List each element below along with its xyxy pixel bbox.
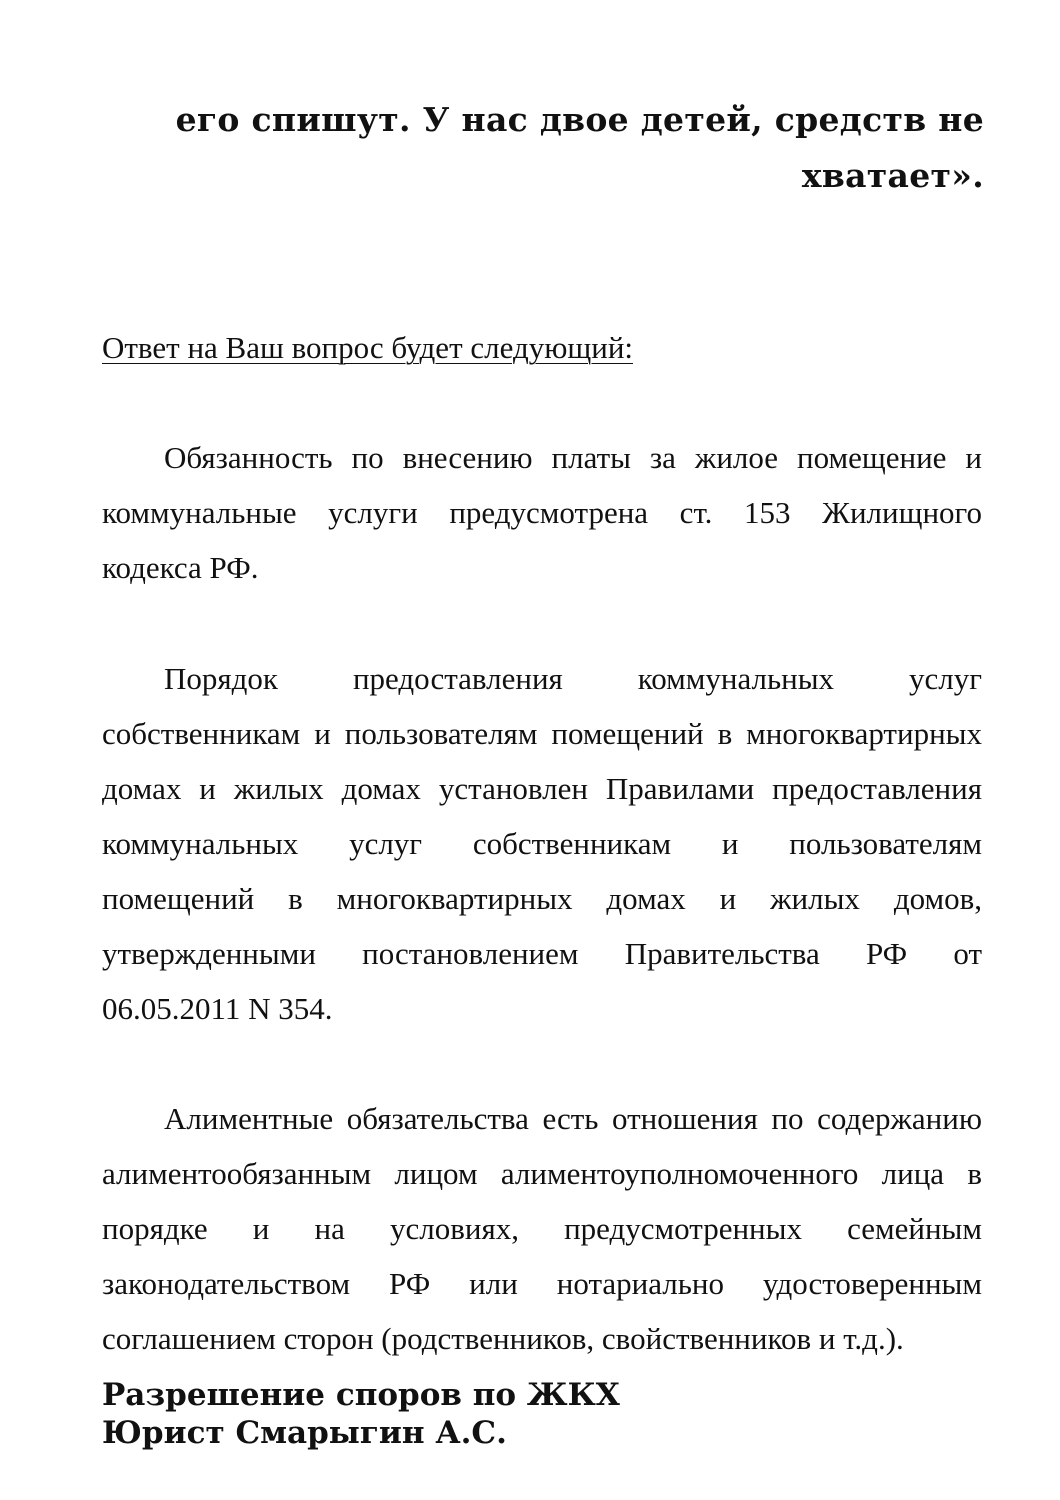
paragraph-rules: [102, 651, 982, 1036]
paragraph-line: законодательством РФ или нотариально удостоверенным: [102, 1266, 982, 1301]
paragraph-line: коммунальные услуги предусмотрена ст. 153 Жилищного: [102, 495, 982, 530]
paragraph-line: соглашением сторон (родственников, свойственников и т.д.).: [102, 1321, 904, 1356]
quote-line: его спишут. У нас двое детей, средств не: [175, 100, 984, 139]
quote-block: [102, 92, 984, 204]
paragraph-obligation: [102, 430, 982, 595]
paragraph-line: домах и жилых домах установлен Правилами предоставления: [102, 771, 982, 806]
paragraph-line: Обязанность по внесению платы за жилое помещение и: [164, 440, 982, 475]
paragraph-line: собственникам и пользователям помещений в многоквартирных: [102, 716, 982, 751]
paragraph-line: Алиментные обязательства есть отношения по содержанию: [164, 1101, 982, 1136]
quote-line: хватает».: [801, 156, 984, 195]
footer-title: Разрешение споров по ЖКХ: [102, 1377, 620, 1413]
paragraph-line: утвержденными постановлением Правительства РФ от: [102, 936, 982, 971]
paragraph-line: кодекса РФ.: [102, 550, 259, 585]
footer-signature: [102, 1376, 620, 1452]
paragraph-alimony: [102, 1091, 982, 1366]
answer-heading: Ответ на Ваш вопрос будет следующий:: [102, 330, 634, 365]
footer-author: Юрист Смарыгин А.С.: [102, 1415, 507, 1451]
paragraph-line: алиментообязанным лицом алиментоуполномоченного лица в: [102, 1156, 982, 1191]
paragraph-line: помещений в многоквартирных домах и жилых домов,: [102, 881, 982, 916]
paragraph-line: коммунальных услуг собственникам и пользователям: [102, 826, 982, 861]
paragraph-line: порядке и на условиях, предусмотренных семейным: [102, 1211, 982, 1246]
paragraph-line: Порядок предоставления коммунальных услуг: [164, 661, 982, 696]
paragraph-line: 06.05.2011 N 354.: [102, 991, 333, 1026]
